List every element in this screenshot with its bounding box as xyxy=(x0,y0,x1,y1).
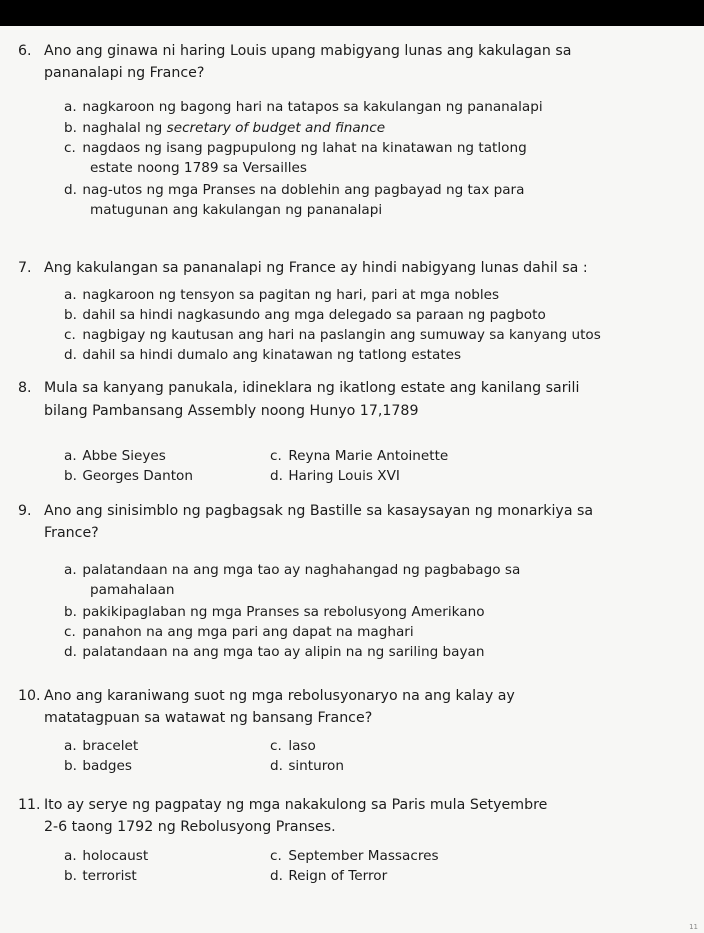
option-letter: a. xyxy=(64,287,77,303)
question-text: Ito ay serye ng pagpatay ng mga nakakulong sa Paris mula Setyembre xyxy=(44,797,548,813)
option-text: Reign of Terror xyxy=(288,868,388,884)
option-letter: b. xyxy=(64,468,77,484)
option-letter: b. xyxy=(64,758,77,774)
option-letter: d. xyxy=(270,758,283,774)
option-letter: d. xyxy=(64,347,77,363)
q8-option-b[interactable] xyxy=(64,466,193,486)
option-text: terrorist xyxy=(82,868,137,884)
option-text: nagkaroon ng bagong hari na tatapos sa kakulangan ng pananalapi xyxy=(82,99,543,115)
option-text: bracelet xyxy=(82,738,139,754)
question-9-stem-cont: France? xyxy=(44,525,99,541)
q7-option-b[interactable] xyxy=(64,305,694,325)
option-letter: d. xyxy=(270,468,283,484)
top-black-bar xyxy=(0,0,704,26)
question-number: 9. xyxy=(18,503,32,519)
option-letter: c. xyxy=(270,848,282,864)
q8-option-c[interactable] xyxy=(270,446,448,466)
question-number: 8. xyxy=(18,380,32,396)
option-text: September Massacres xyxy=(288,848,439,864)
question-8-stem-cont: bilang Pambansang Assembly noong Hunyo 17,1789 xyxy=(44,403,419,419)
option-letter: b. xyxy=(64,307,77,323)
question-number: 10. xyxy=(18,688,41,704)
option-text: badges xyxy=(82,758,132,774)
option-letter: c. xyxy=(270,448,282,464)
option-letter: b. xyxy=(64,120,77,136)
option-text: laso xyxy=(288,738,316,754)
question-text: Ano ang sinisimblo ng pagbagsak ng Bastille sa kasaysayan ng monarkiya sa xyxy=(44,503,594,519)
option-text-italic: secretary of budget and finance xyxy=(166,120,386,136)
question-11-stem-cont: 2-6 taong 1792 ng Rebolusyong Pranses. xyxy=(44,819,336,835)
q10-option-d[interactable] xyxy=(270,756,344,776)
q9-option-d[interactable] xyxy=(64,642,694,662)
option-letter: c. xyxy=(270,738,282,754)
q10-option-c[interactable] xyxy=(270,736,316,756)
q9-option-a[interactable] xyxy=(64,560,694,580)
question-text: Mula sa kanyang panukala, idineklara ng ikatlong estate ang kanilang sarili xyxy=(44,380,580,396)
option-text: Abbe Sieyes xyxy=(82,448,166,464)
option-letter: c. xyxy=(64,327,76,343)
q7-option-c[interactable] xyxy=(64,325,694,345)
option-letter: c. xyxy=(64,140,76,156)
q7-option-d[interactable] xyxy=(64,345,694,365)
question-number: 7. xyxy=(18,260,32,276)
option-text: nagbigay ng kautusan ang hari na paslangin ang sumuway sa kanyang utos xyxy=(82,327,601,343)
option-text: dahil sa hindi nagkasundo ang mga delegado sa paraan ng pagboto xyxy=(82,307,546,323)
q6-option-a[interactable] xyxy=(64,97,694,117)
q11-option-b[interactable] xyxy=(64,866,137,886)
q6-option-d[interactable] xyxy=(64,180,694,200)
question-9-stem xyxy=(18,500,698,522)
option-text: nagkaroon ng tensyon sa pagitan ng hari, pari at mga nobles xyxy=(82,287,500,303)
option-letter: b. xyxy=(64,604,77,620)
option-text: nag-utos ng mga Pranses na doblehin ang pagbayad ng tax para xyxy=(82,182,525,198)
q8-option-d[interactable] xyxy=(270,466,400,486)
option-letter: a. xyxy=(64,99,77,115)
q6-option-c[interactable] xyxy=(64,138,694,158)
option-text: palatandaan na ang mga tao ay naghahangad ng pagbabago sa xyxy=(82,562,521,578)
option-letter: b. xyxy=(64,868,77,884)
option-text: pakikipaglaban ng mga Pranses sa rebolusyong Amerikano xyxy=(82,604,485,620)
option-letter: a. xyxy=(64,738,77,754)
question-8-stem xyxy=(18,377,698,399)
option-letter: d. xyxy=(64,644,77,660)
q11-option-c[interactable] xyxy=(270,846,439,866)
q11-option-a[interactable] xyxy=(64,846,148,866)
q8-option-a[interactable] xyxy=(64,446,166,466)
question-6-stem-cont: pananalapi ng France? xyxy=(44,65,205,81)
question-text: Ano ang ginawa ni haring Louis upang mabigyang lunas ang kakulagan sa xyxy=(44,43,572,59)
question-10-stem xyxy=(18,685,698,707)
q6-option-b[interactable] xyxy=(64,118,694,138)
option-text: Reyna Marie Antoinette xyxy=(288,448,449,464)
option-letter: d. xyxy=(270,868,283,884)
option-text: Haring Louis XVI xyxy=(288,468,400,484)
q10-option-a[interactable] xyxy=(64,736,138,756)
option-letter: d. xyxy=(64,182,77,198)
question-10-stem-cont: matatagpuan sa watawat ng bansang France? xyxy=(44,710,373,726)
question-number: 6. xyxy=(18,43,32,59)
question-number: 11. xyxy=(18,797,41,813)
option-text: holocaust xyxy=(82,848,149,864)
option-text: Georges Danton xyxy=(82,468,193,484)
q7-option-a[interactable] xyxy=(64,285,694,305)
question-11-stem xyxy=(18,794,698,816)
option-text: naghalal ng xyxy=(82,120,167,136)
corner-page-mark: 11 xyxy=(689,923,698,931)
question-6-stem xyxy=(18,40,698,62)
q9-option-a-cont: pamahalaan xyxy=(90,582,175,598)
option-letter: c. xyxy=(64,624,76,640)
option-letter: a. xyxy=(64,562,77,578)
q9-option-c[interactable] xyxy=(64,622,694,642)
option-letter: a. xyxy=(64,848,77,864)
q6-option-d-cont: matugunan ang kakulangan ng pananalapi xyxy=(90,202,383,218)
q11-option-d[interactable] xyxy=(270,866,387,886)
q9-option-b[interactable] xyxy=(64,602,694,622)
option-text: dahil sa hindi dumalo ang kinatawan ng tatlong estates xyxy=(82,347,462,363)
q6-option-c-cont: estate noong 1789 sa Versailles xyxy=(90,160,307,176)
option-text: panahon na ang mga pari ang dapat na maghari xyxy=(82,624,414,640)
option-text: nagdaos ng isang pagpupulong ng lahat na kinatawan ng tatlong xyxy=(82,140,527,156)
option-letter: a. xyxy=(64,448,77,464)
q10-option-b[interactable] xyxy=(64,756,132,776)
option-text: palatandaan na ang mga tao ay alipin na ng sariling bayan xyxy=(82,644,485,660)
option-text: sinturon xyxy=(288,758,344,774)
question-text: Ang kakulangan sa pananalapi ng France ay hindi nabigyang lunas dahil sa : xyxy=(44,260,588,276)
question-text: Ano ang karaniwang suot ng mga rebolusyonaryo na ang kalay ay xyxy=(44,688,515,704)
question-7-stem xyxy=(18,257,698,279)
